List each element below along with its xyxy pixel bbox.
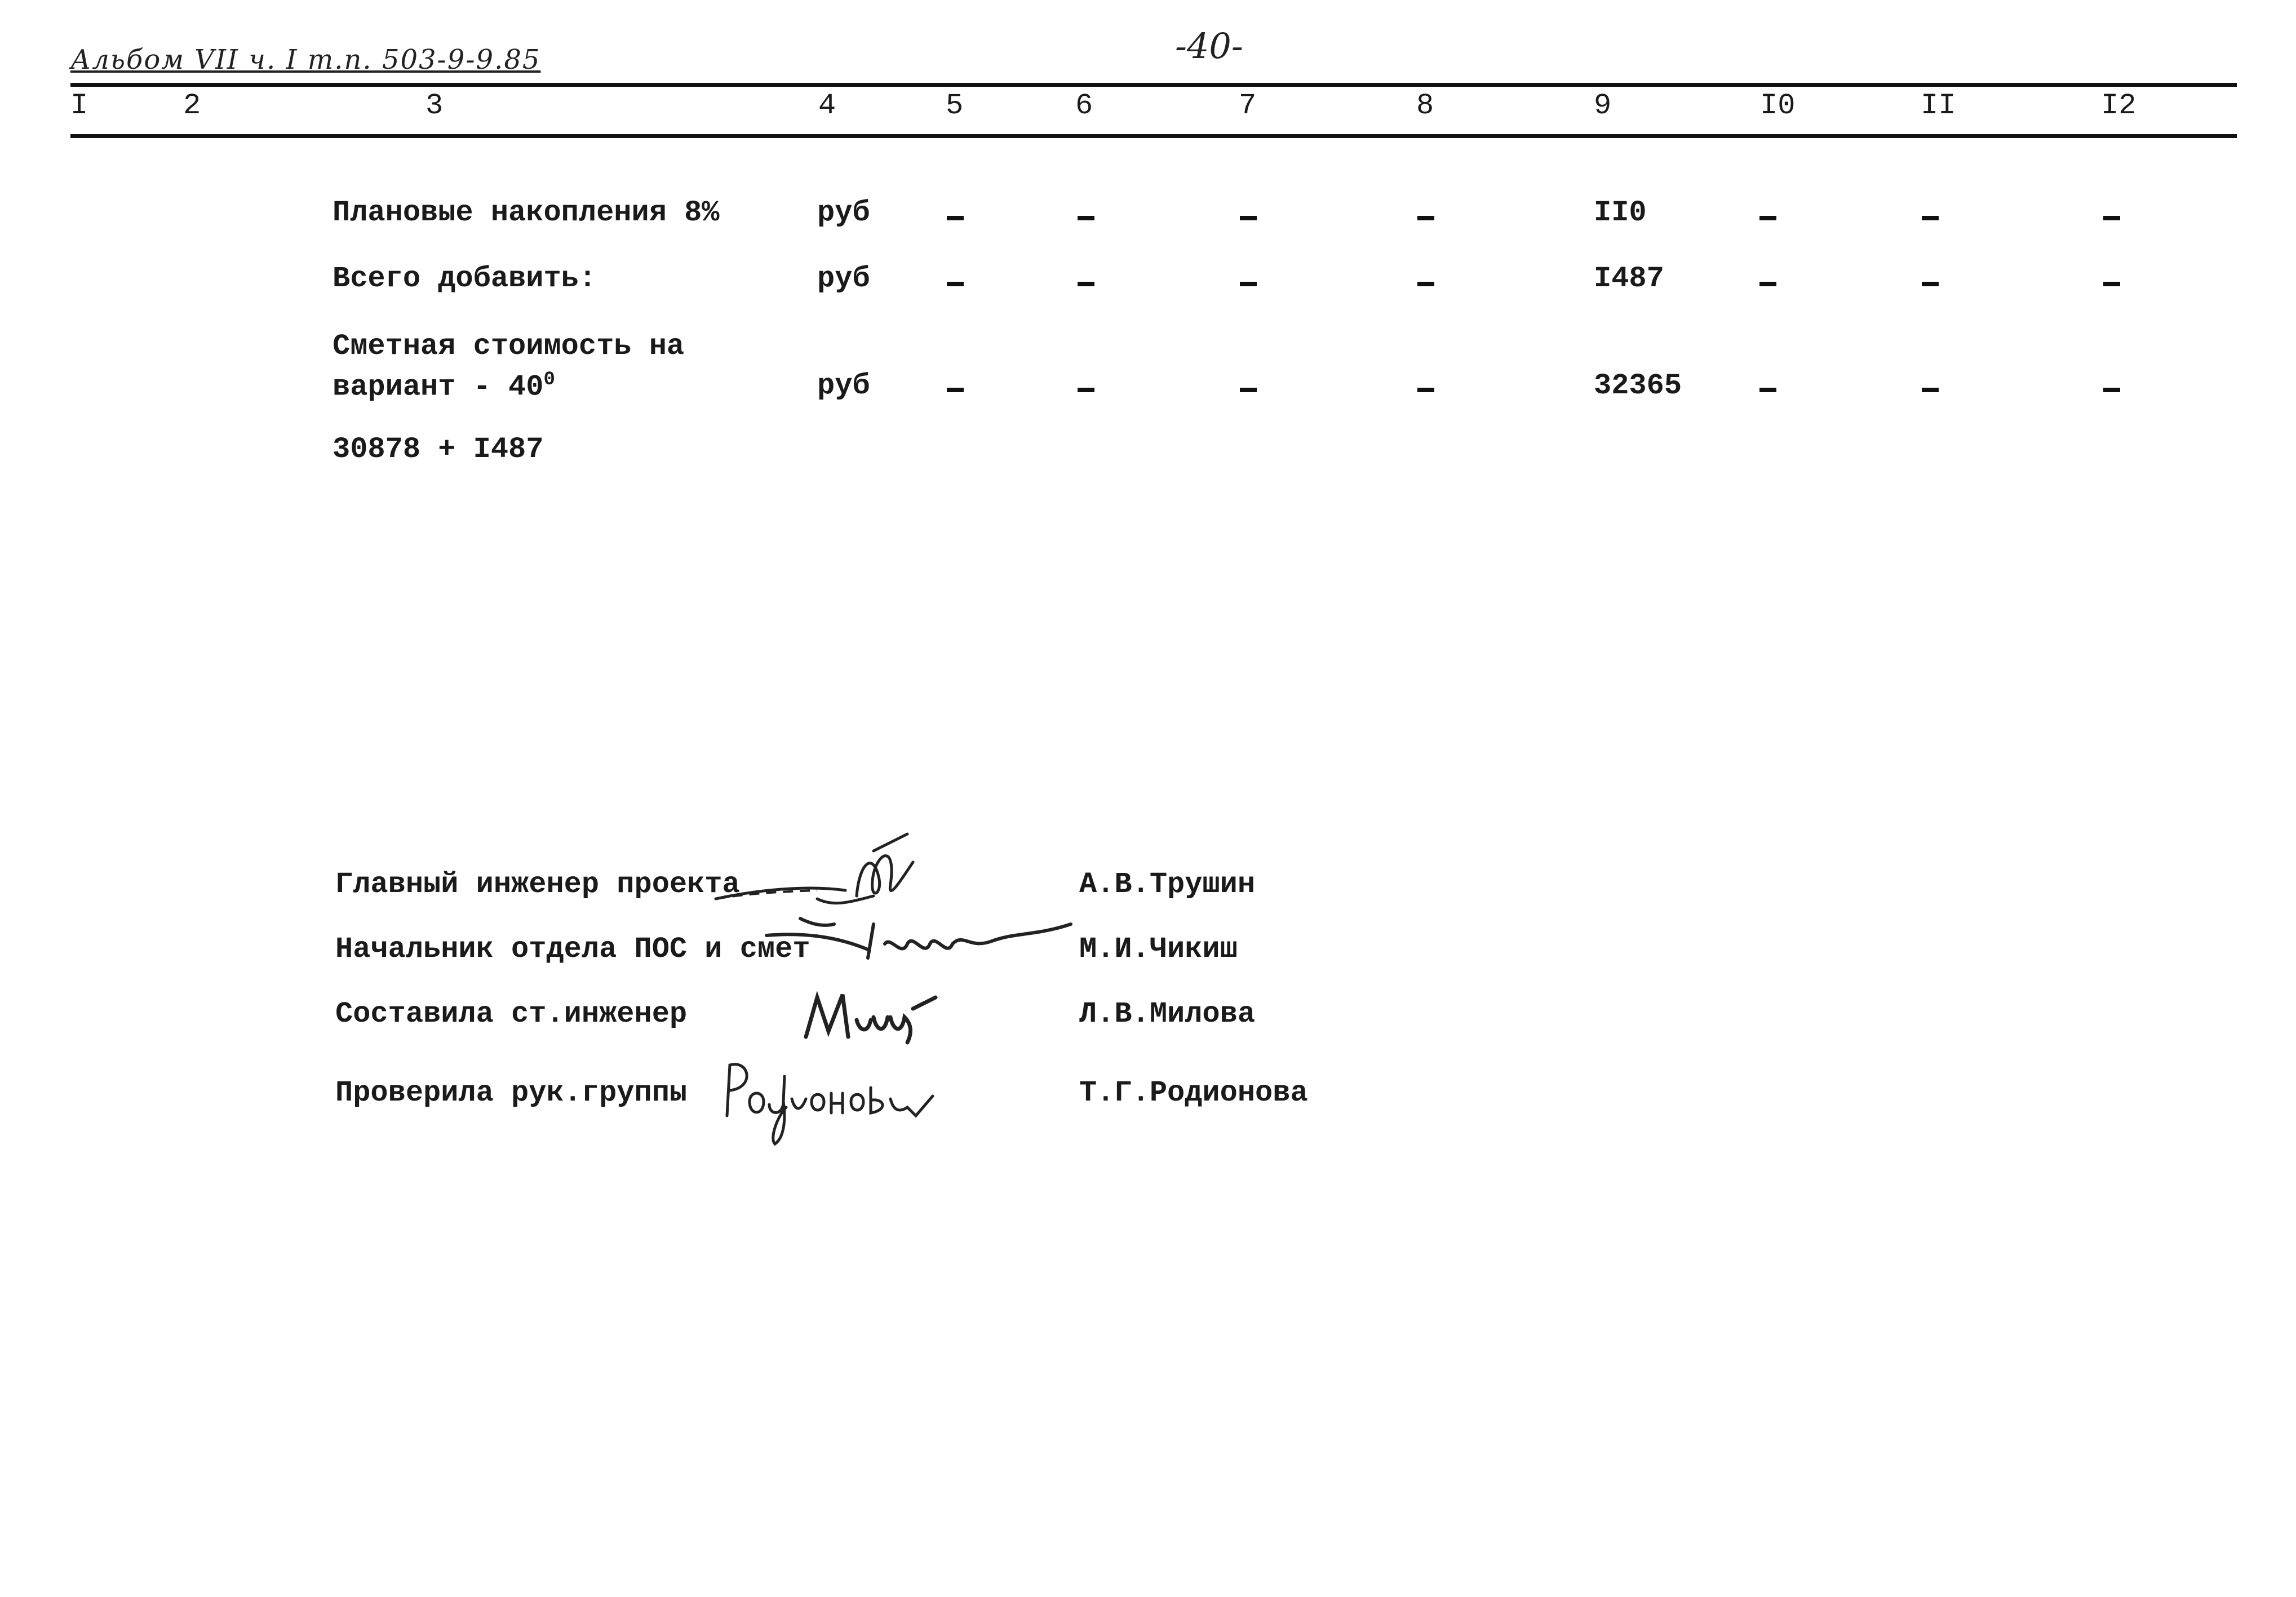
signer-name: Т.Г.Родионова [1079, 1076, 1308, 1110]
cell-dash [947, 216, 964, 220]
cell-dash [1417, 216, 1434, 220]
cell-dash [1759, 216, 1776, 220]
cell-dash [1240, 282, 1257, 286]
cell-dash [1922, 388, 1939, 392]
cell-dash [2103, 388, 2120, 392]
col-num-6: 6 [1075, 89, 1093, 122]
col-num-7: 7 [1239, 89, 1257, 122]
signer-role: Проверила рук.группы [335, 1076, 688, 1110]
cell-dash [1417, 282, 1434, 286]
cell-dash [1759, 282, 1776, 286]
signer-role: Начальник отдела ПОС и смет [335, 933, 810, 966]
row-unit: руб [817, 369, 870, 402]
cell-dash [1922, 282, 1939, 286]
cell-dash [947, 388, 964, 392]
handwritten-signature-2 [755, 902, 1093, 986]
cell-dash [1078, 388, 1094, 392]
row-unit: руб [817, 196, 870, 229]
signer-name: М.И.Чикиш [1079, 933, 1238, 966]
header-rule-bottom [70, 134, 2237, 138]
cell-dash [1240, 216, 1257, 220]
cell-dash [2103, 282, 2120, 286]
row-value-col9: 32365 [1594, 369, 1682, 402]
degree-superscript: 0 [543, 369, 555, 391]
signer-role: Главный инженер проекта [335, 868, 740, 901]
col-num-12: I2 [2101, 89, 2137, 122]
signer-role: Составила ст.инженер [335, 997, 688, 1031]
col-num-3: 3 [425, 89, 444, 122]
album-reference: Альбом VII ч. I т.п. 503-9-9.85 [70, 44, 541, 76]
row-unit: руб [817, 262, 870, 295]
signer-name: А.В.Трушин [1079, 868, 1256, 901]
sum-formula: 30878 + I487 [333, 433, 544, 466]
cell-dash [1922, 216, 1939, 220]
col-num-11: II [1921, 89, 1956, 122]
cell-dash [1759, 388, 1776, 392]
cell-dash [1078, 216, 1094, 220]
col-num-1: I [70, 89, 88, 122]
row-name-line2: вариант - 40 [333, 370, 544, 404]
row-value-col9: II0 [1594, 196, 1647, 229]
row-name: Всего добавить: [333, 262, 597, 295]
cell-dash [1240, 388, 1257, 392]
col-num-2: 2 [183, 89, 201, 122]
cell-dash [947, 282, 964, 286]
signer-name: Л.В.Милова [1079, 997, 1256, 1031]
handwritten-signature-4 [716, 1054, 975, 1150]
col-num-4: 4 [818, 89, 836, 122]
col-num-9: 9 [1594, 89, 1612, 122]
cell-dash [2103, 216, 2120, 220]
col-num-5: 5 [946, 89, 964, 122]
col-num-8: 8 [1416, 89, 1434, 122]
page-number: -40- [1175, 25, 1243, 66]
row-value-col9: I487 [1594, 262, 1664, 295]
header-rule-top [70, 83, 2237, 87]
row-name-continued [333, 369, 555, 403]
row-name: Сметная стоимость на [333, 330, 685, 363]
cell-dash [1417, 388, 1434, 392]
cell-dash [1078, 282, 1094, 286]
row-name: Плановые накопления 8% [333, 196, 720, 229]
col-num-10: I0 [1760, 89, 1796, 122]
handwritten-signature-3 [789, 981, 986, 1054]
